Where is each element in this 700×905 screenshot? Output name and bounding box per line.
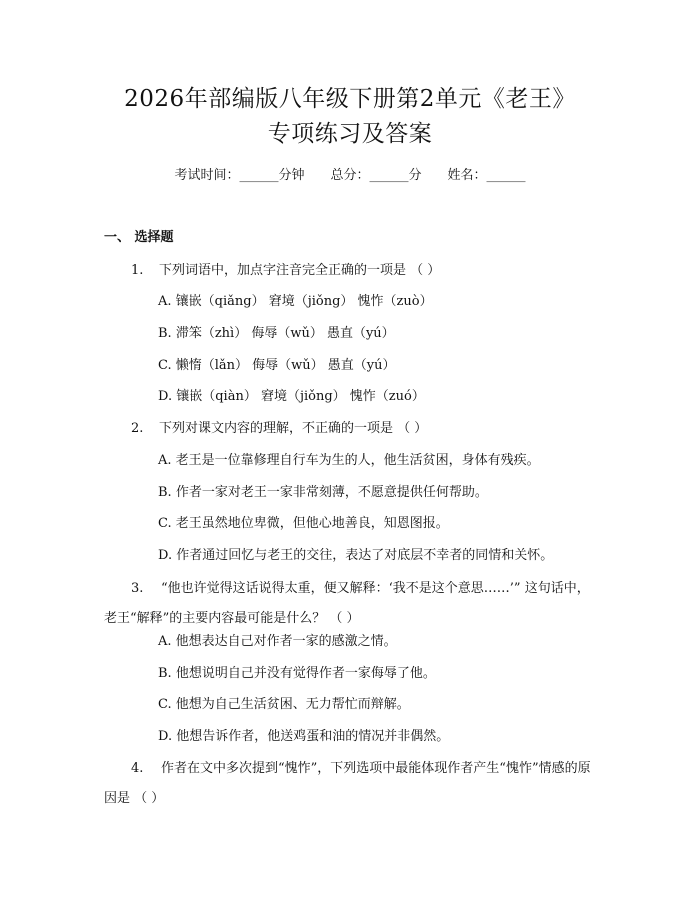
q1-option-c: C. 懒惰（lǎn） 侮辱（wǔ） 愚直（yú） <box>158 358 396 373</box>
q3-option-b: B. 他想说明自己并没有觉得作者一家侮辱了他。 <box>158 666 436 681</box>
q1-option-a: A. 镶嵌（qiǎng） 窘境（jiǒng） 愧怍（zuò） <box>158 294 433 309</box>
total-score: 总分：______分 <box>330 168 422 183</box>
question-number: 1. <box>131 263 144 278</box>
question-text: “他也许觉得这话说得太重，便又解释：‘我不是这个意思……’” 这句话中，老王“解释”的主要内容最可能是什么？ （ ） <box>104 581 590 626</box>
question-text: 作者在文中多次提到“愧怍”，下列选项中最能体现作者产生“愧怍”情感的原因是 （ ） <box>104 761 591 806</box>
question-4 <box>104 754 594 814</box>
q3-option-c: C. 他想为自己生活贫困、无力帮忙而辩解。 <box>158 697 410 712</box>
exam-time: 考试时间：______分钟 <box>174 168 305 183</box>
question-number: 4. <box>131 761 144 776</box>
q2-option-a: A. 老王是一位靠修理自行车为生的人，他生活贫困，身体有残疾。 <box>158 453 540 468</box>
q3-option-d: D. 他想告诉作者，他送鸡蛋和油的情况并非偶然。 <box>158 729 450 744</box>
q2-option-c: C. 老王虽然地位卑微，但他心地善良，知恩图报。 <box>158 516 449 531</box>
q2-option-b: B. 作者一家对老王一家非常刻薄，不愿意提供任何帮助。 <box>158 485 488 500</box>
q2-option-d: D. 作者通过回忆与老王的交往，表达了对底层不幸者的同情和关怀。 <box>158 548 554 563</box>
question-number: 3. <box>131 581 144 596</box>
document-title-line2: 专项练习及答案 <box>267 121 433 147</box>
document-title-line1: 2026年部编版八年级下册第2单元《老王》 <box>124 86 576 112</box>
q1-option-b: B. 滞笨（zhì） 侮辱（wǔ） 愚直（yú） <box>158 326 395 341</box>
question-3 <box>104 574 594 634</box>
q1-option-d: D. 镶嵌（qiàn） 窘境（jiǒng） 愧怍（zuó） <box>158 389 425 404</box>
exam-meta <box>0 166 700 186</box>
question-text: 下列对课文内容的理解，不正确的一项是 （ ） <box>159 421 428 436</box>
question-1 <box>131 261 440 281</box>
question-number: 2. <box>131 421 144 436</box>
question-text: 下列词语中，加点字注音完全正确的一项是 （ ） <box>159 263 441 278</box>
q3-option-a: A. 他想表达自己对作者一家的感激之情。 <box>158 634 397 649</box>
student-name: 姓名：______ <box>447 168 526 183</box>
section-heading: 一、 选择题 <box>104 230 174 245</box>
question-2 <box>131 419 427 439</box>
